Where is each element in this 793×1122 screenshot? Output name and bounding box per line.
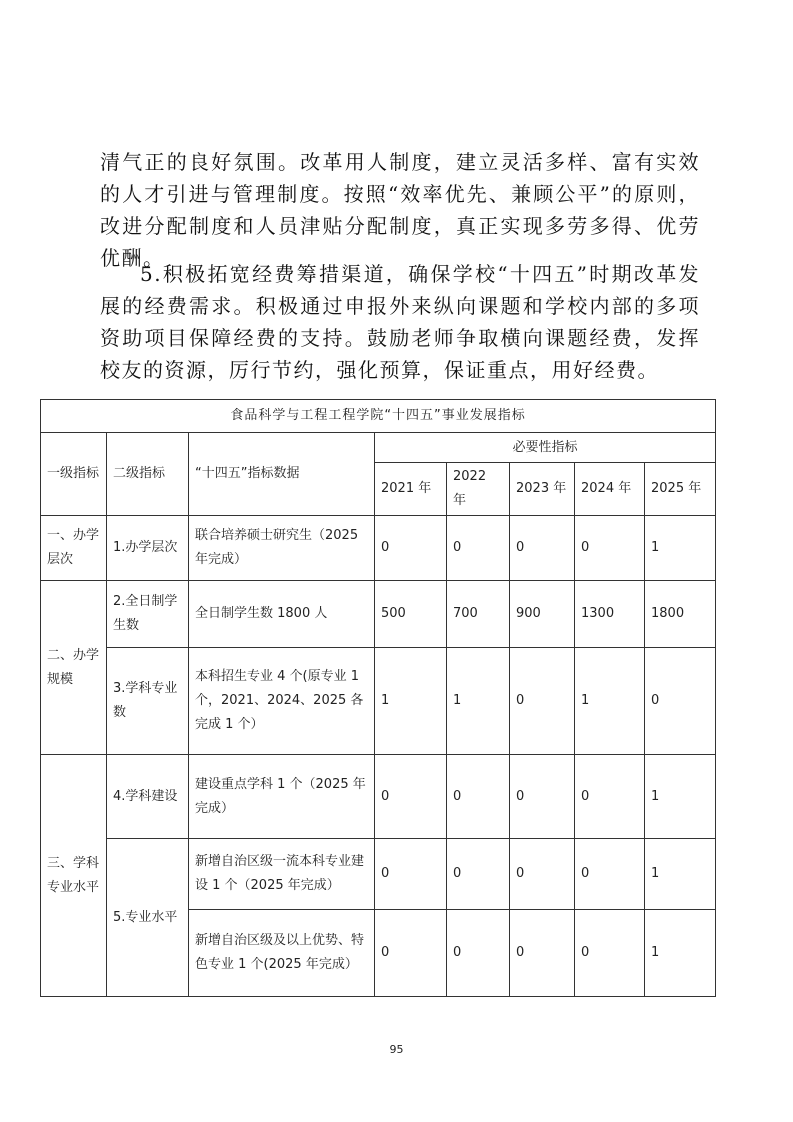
value-cell: 1 (575, 648, 645, 755)
value-cell: 500 (375, 581, 447, 648)
desc-cell: 新增自治区级一流本科专业建设 1 个（2025 年完成） (189, 839, 375, 910)
body-paragraph-2: 5.积极拓宽经费筹措渠道，确保学校“十四五”时期改革发展的经费需求。积极通过申报外来纵向课题和学校内部的多项资助项目保障经费的支持。鼓励老师争取横向课题经费，发挥校友的资源，厉行节约，强化预算，保证重点，用好经费。 (100, 262, 700, 382)
value-cell: 0 (510, 755, 575, 839)
value-cell: 700 (447, 581, 510, 648)
header-year: 2023 年 (510, 463, 575, 516)
value-cell: 0 (447, 910, 510, 997)
group-cell: 三、学科专业水平 (41, 755, 107, 997)
table-caption: 食品科学与工程工程学院“十四五”事业发展指标 (41, 400, 716, 433)
header-data: “十四五”指标数据 (189, 433, 375, 516)
page-number: 95 (389, 1043, 404, 1056)
table-row (41, 839, 716, 910)
desc-cell: 本科招生专业 4 个(原专业 1 个，2021、2024、2025 各完成 1 个） (189, 648, 375, 755)
table-row (41, 648, 716, 755)
header-level2: 二级指标 (107, 433, 189, 516)
value-cell: 1 (645, 910, 716, 997)
table-row (41, 755, 716, 839)
value-cell: 1 (645, 839, 716, 910)
sub-cell: 3.学科专业数 (107, 648, 189, 755)
header-year: 2022 年 (447, 463, 510, 516)
value-cell: 1 (645, 755, 716, 839)
sub-cell: 2.全日制学生数 (107, 581, 189, 648)
value-cell: 1 (645, 516, 716, 581)
sub-cell: 4.学科建设 (107, 755, 189, 839)
value-cell: 0 (375, 755, 447, 839)
body-paragraph-1: 清气正的良好氛围。改革用人制度，建立灵活多样、富有实效的人才引进与管理制度。按照“效率优先、兼顾公平”的原则，改进分配制度和人员津贴分配制度，真正实现多劳多得、优劳优酬。 (100, 150, 700, 270)
value-cell: 0 (447, 755, 510, 839)
value-cell: 0 (645, 648, 716, 755)
desc-cell: 联合培养硕士研究生（2025年完成） (189, 516, 375, 581)
value-cell: 1800 (645, 581, 716, 648)
group-cell: 一、办学层次 (41, 516, 107, 581)
value-cell: 0 (375, 516, 447, 581)
value-cell: 0 (375, 839, 447, 910)
value-cell: 1 (375, 648, 447, 755)
sub-cell: 5.专业水平 (107, 839, 189, 997)
table-row (41, 516, 716, 581)
desc-cell: 全日制学生数 1800 人 (189, 581, 375, 648)
value-cell: 0 (575, 839, 645, 910)
value-cell: 0 (447, 839, 510, 910)
table-row (41, 581, 716, 648)
header-year: 2021 年 (375, 463, 447, 516)
value-cell: 0 (575, 755, 645, 839)
value-cell: 0 (510, 648, 575, 755)
value-cell: 1300 (575, 581, 645, 648)
development-index-table (40, 399, 716, 997)
value-cell: 0 (510, 839, 575, 910)
value-cell: 0 (447, 516, 510, 581)
value-cell: 0 (575, 910, 645, 997)
value-cell: 900 (510, 581, 575, 648)
value-cell: 0 (375, 910, 447, 997)
header-required: 必要性指标 (375, 433, 716, 463)
header-year: 2024 年 (575, 463, 645, 516)
sub-cell: 1.办学层次 (107, 516, 189, 581)
value-cell: 0 (510, 516, 575, 581)
header-level1: 一级指标 (41, 433, 107, 516)
header-year: 2025 年 (645, 463, 716, 516)
value-cell: 0 (510, 910, 575, 997)
value-cell: 1 (447, 648, 510, 755)
desc-cell: 新增自治区级及以上优势、特色专业 1 个(2025 年完成） (189, 910, 375, 997)
desc-cell: 建设重点学科 1 个（2025 年完成） (189, 755, 375, 839)
group-cell: 二、办学规模 (41, 581, 107, 755)
value-cell: 0 (575, 516, 645, 581)
